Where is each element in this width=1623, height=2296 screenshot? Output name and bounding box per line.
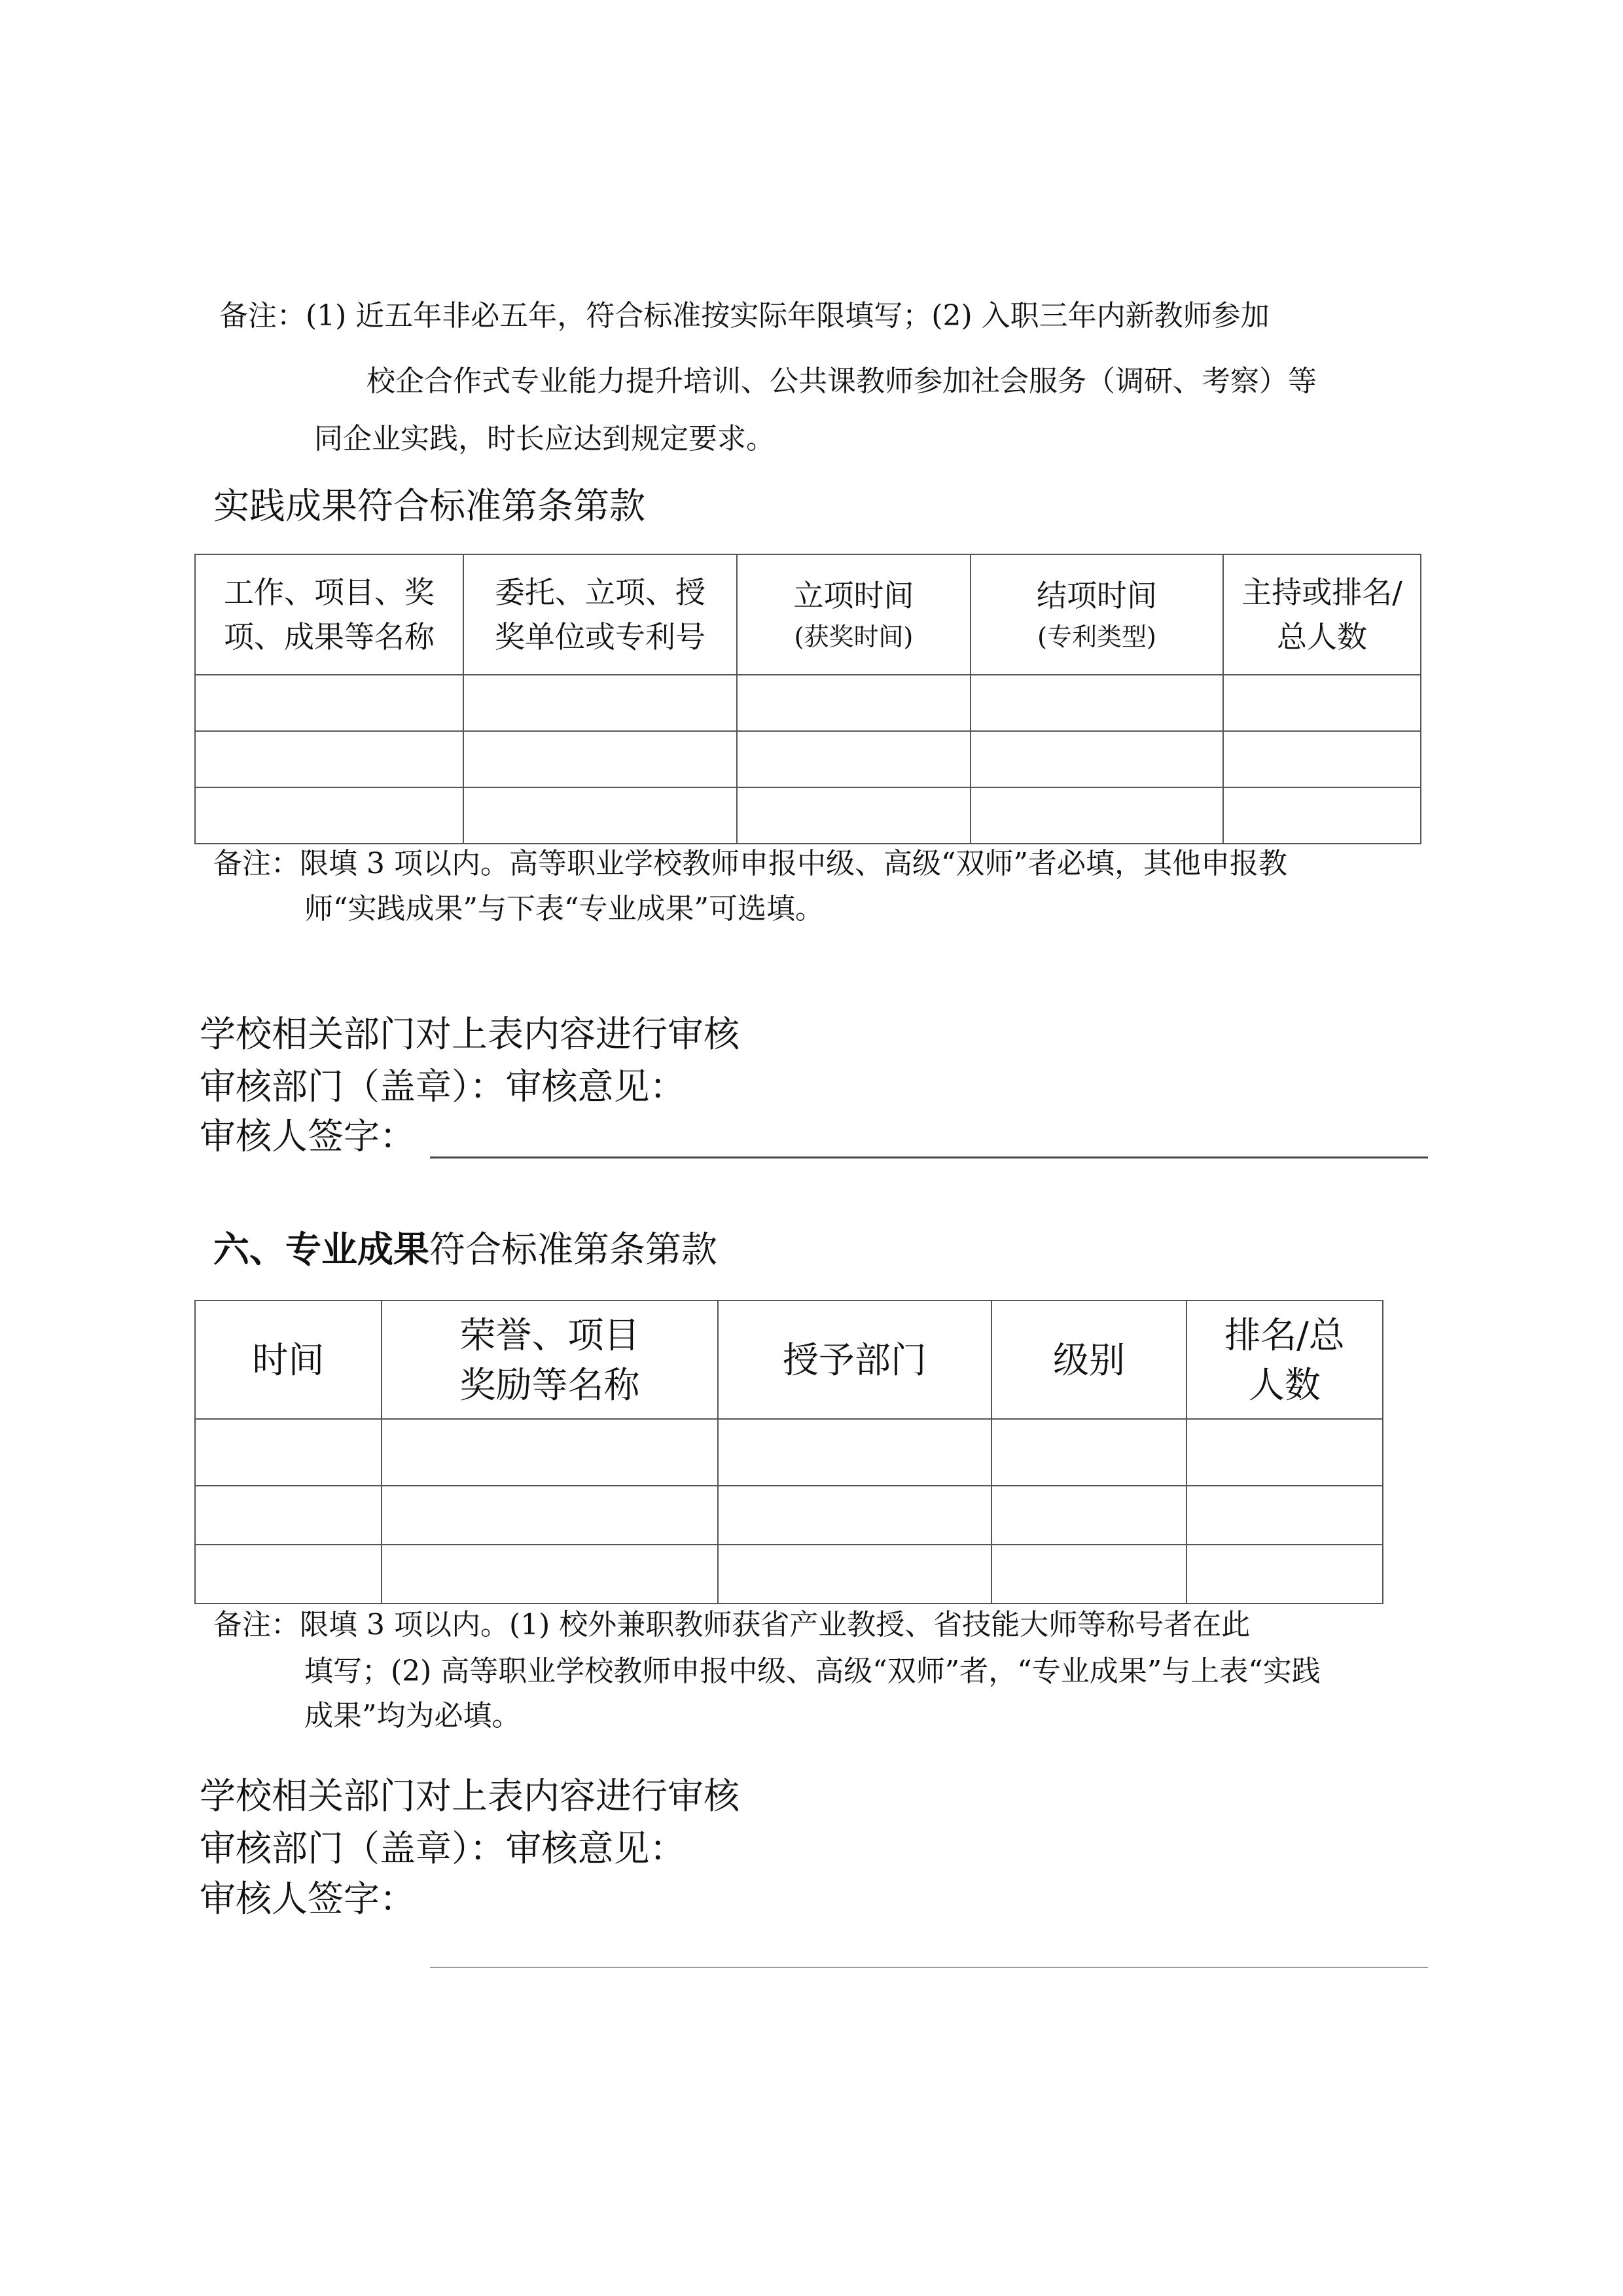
- table-cell[interactable]: [195, 1545, 382, 1604]
- table-cell[interactable]: [195, 731, 463, 787]
- table-cell[interactable]: [971, 787, 1223, 844]
- section6-signature-line[interactable]: [430, 1967, 1428, 1968]
- note-top-line1: 备注：(1) 近五年非必五年，符合标准按实际年限填写；(2) 入职三年内新教师参加: [219, 299, 1270, 332]
- table-cell[interactable]: [718, 1419, 991, 1486]
- table-header-row: [195, 1300, 1383, 1419]
- header-name: 工作、项目、奖项、成果等名称: [195, 554, 463, 675]
- section6-review-title: 学校相关部门对上表内容进行审核: [200, 1775, 740, 1817]
- section5-note-line2: 师“实践成果”与下表“专业成果”可选填。: [304, 892, 824, 925]
- table-cell[interactable]: [382, 1545, 718, 1604]
- section6-title-rest: 符合标准第条第款: [429, 1229, 718, 1270]
- table-cell[interactable]: [718, 1545, 991, 1604]
- table-row: [195, 731, 1421, 787]
- header-unit: 委托、立项、授奖单位或专利号: [463, 554, 737, 675]
- table-cell[interactable]: [195, 675, 463, 731]
- table-row: [195, 1486, 1383, 1545]
- note-top-line2: 校企合作式专业能力提升培训、公共课教师参加社会服务（调研、考察）等: [366, 365, 1317, 398]
- section6-note-line1: 备注：限填 3 项以内。(1) 校外兼职教师获省产业教授、省技能大师等称号者在此: [213, 1608, 1251, 1641]
- table-cell[interactable]: [382, 1419, 718, 1486]
- table-cell[interactable]: [195, 1486, 382, 1545]
- practice-results-table: [194, 554, 1421, 844]
- table-cell[interactable]: [1186, 1545, 1383, 1604]
- section5-signature-line[interactable]: [430, 1157, 1428, 1158]
- table-cell[interactable]: [971, 675, 1223, 731]
- table-cell[interactable]: [737, 675, 971, 731]
- table-cell[interactable]: [718, 1486, 991, 1545]
- professional-results-table: [194, 1300, 1383, 1604]
- table-cell[interactable]: [463, 731, 737, 787]
- section6-title-bold: 六、专业成果: [213, 1228, 430, 1270]
- header-honor-name: 荣誉、项目奖励等名称: [382, 1300, 718, 1419]
- header-end-time: 结项时间 (专利类型): [971, 554, 1223, 675]
- section6-review-dept: 审核部门（盖章）：审核意见：: [200, 1827, 686, 1869]
- table-cell[interactable]: [971, 731, 1223, 787]
- header-time: 时间: [195, 1300, 382, 1419]
- header-rank: 排名/总人数: [1186, 1300, 1383, 1419]
- table-cell[interactable]: [991, 1486, 1186, 1545]
- table-cell[interactable]: [195, 787, 463, 844]
- section6-title: [213, 1227, 717, 1272]
- table-row: [195, 1545, 1383, 1604]
- table-cell[interactable]: [737, 787, 971, 844]
- table-row: [195, 1419, 1383, 1486]
- header-level: 级别: [991, 1300, 1186, 1419]
- note-top-line3: 同企业实践，时长应达到规定要求。: [314, 422, 775, 456]
- section5-review-title: 学校相关部门对上表内容进行审核: [200, 1013, 740, 1055]
- header-granting-dept: 授予部门: [718, 1300, 991, 1419]
- table-row: [195, 787, 1421, 844]
- section5-note-line1: 备注：限填 3 项以内。高等职业学校教师申报中级、高级“双师”者必填，其他申报教: [213, 847, 1287, 880]
- table-cell[interactable]: [737, 731, 971, 787]
- section6-note-line2: 填写；(2) 高等职业学校教师申报中级、高级“双师”者，“专业成果”与上表“实践: [304, 1655, 1321, 1688]
- table-cell[interactable]: [1223, 787, 1421, 844]
- section6-review-signer: 审核人签字：: [200, 1878, 416, 1920]
- section6-note-line3: 成果”均为必填。: [304, 1699, 521, 1732]
- table-header-row: [195, 554, 1421, 675]
- header-rank: 主持或排名/总人数: [1223, 554, 1421, 675]
- header-end-time-sub: (专利类型): [1037, 622, 1156, 651]
- table-cell[interactable]: [1186, 1419, 1383, 1486]
- section5-review-dept: 审核部门（盖章）：审核意见：: [200, 1066, 686, 1107]
- table-cell[interactable]: [991, 1419, 1186, 1486]
- table-row: [195, 675, 1421, 731]
- header-start-time-sub: (获奖时间): [794, 622, 914, 651]
- section5-review-signer: 审核人签字：: [200, 1115, 416, 1157]
- table-cell[interactable]: [1223, 675, 1421, 731]
- table-cell[interactable]: [1186, 1486, 1383, 1545]
- table-cell[interactable]: [991, 1545, 1186, 1604]
- table-cell[interactable]: [463, 787, 737, 844]
- table-cell[interactable]: [463, 675, 737, 731]
- table-cell[interactable]: [382, 1486, 718, 1545]
- table-cell[interactable]: [195, 1419, 382, 1486]
- section5-title: 实践成果符合标准第条第款: [213, 485, 646, 527]
- table-cell[interactable]: [1223, 731, 1421, 787]
- header-start-time: 立项时间 (获奖时间): [737, 554, 971, 675]
